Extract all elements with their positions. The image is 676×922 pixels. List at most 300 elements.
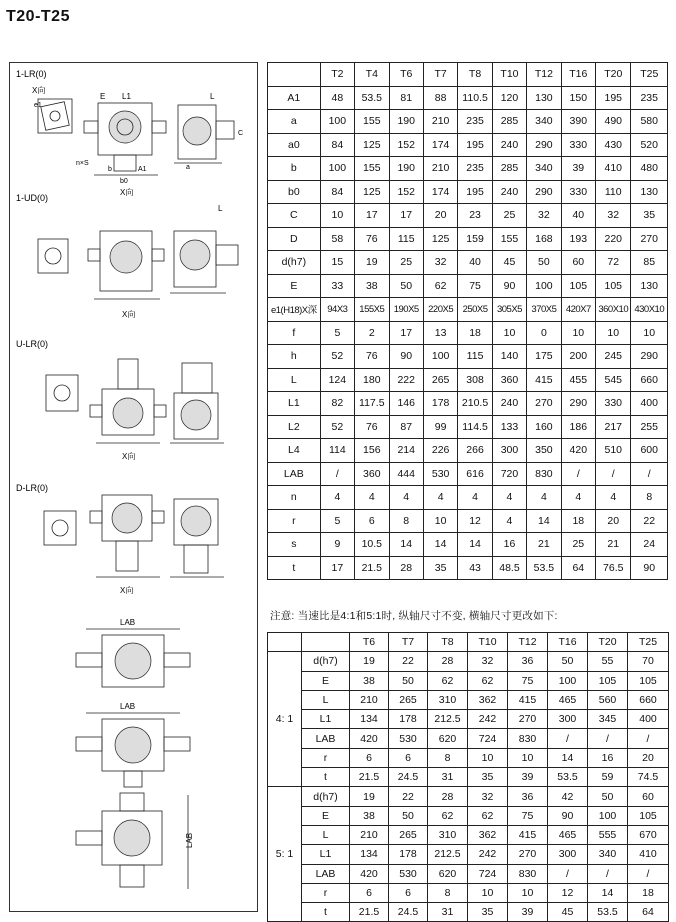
table-cell: 48.5 <box>492 556 526 580</box>
table-cell: 58 <box>320 227 354 251</box>
table-cell: 72 <box>596 251 631 275</box>
table-cell: 42 <box>548 787 588 806</box>
table-cell: 125 <box>355 133 389 157</box>
table-cell: 28 <box>428 787 468 806</box>
table-row <box>268 439 668 463</box>
table-cell: 155 <box>355 157 389 181</box>
header-cell: T20 <box>588 633 628 652</box>
table-cell: 330 <box>561 180 595 204</box>
table-row <box>268 86 668 110</box>
table-cell: 100 <box>320 110 354 134</box>
table-cell: 50 <box>588 787 628 806</box>
header-cell: T8 <box>428 633 468 652</box>
table-cell: 18 <box>628 883 669 902</box>
header-cell: T7 <box>423 63 457 87</box>
table-cell: 270 <box>508 710 548 729</box>
table-cell: 105 <box>628 806 669 825</box>
table-row <box>268 133 668 157</box>
table-cell: 235 <box>458 157 492 181</box>
table-row <box>268 845 669 864</box>
table-cell: 85 <box>631 251 668 275</box>
table-cell: 410 <box>628 845 669 864</box>
ratio-dimension-table <box>267 632 669 922</box>
table-cell: 217 <box>596 415 631 439</box>
table-cell: 82 <box>320 392 354 416</box>
table-cell: 360X10 <box>596 298 631 322</box>
table-cell: 152 <box>389 180 423 204</box>
table-cell: 76 <box>355 227 389 251</box>
table-cell: 420 <box>350 864 389 883</box>
table-cell: 114.5 <box>458 415 492 439</box>
table-cell: 140 <box>492 345 526 369</box>
table-cell: 15 <box>320 251 354 275</box>
table-cell: 195 <box>458 133 492 157</box>
table-cell: 21 <box>527 533 561 557</box>
table-cell: 14 <box>389 533 423 557</box>
table-cell: 55 <box>588 652 628 671</box>
table-cell: 100 <box>423 345 457 369</box>
e-mark: E <box>100 92 106 101</box>
table-row <box>268 903 669 922</box>
table-cell: 255 <box>631 415 668 439</box>
table-cell: 33 <box>320 274 354 298</box>
row-label: D <box>268 227 321 251</box>
table-cell: 105 <box>561 274 595 298</box>
table-cell: 75 <box>508 806 548 825</box>
table-row <box>268 392 668 416</box>
table-cell: 0 <box>527 321 561 345</box>
table-row <box>268 157 668 181</box>
table-cell: 370X5 <box>527 298 561 322</box>
table-cell: 87 <box>389 415 423 439</box>
table-row <box>268 204 668 228</box>
table-cell: 178 <box>389 845 428 864</box>
ratio-table-header-row <box>268 633 669 652</box>
table-cell: 159 <box>458 227 492 251</box>
table-cell: 724 <box>468 729 508 748</box>
assembly-view-lab-2 <box>76 702 190 787</box>
table-cell: 21.5 <box>355 556 389 580</box>
table-cell: 40 <box>561 204 595 228</box>
table-cell: 21.5 <box>350 903 389 922</box>
table-cell: 16 <box>492 533 526 557</box>
row-label: LAB <box>302 864 350 883</box>
table-cell: 305X5 <box>492 298 526 322</box>
table-cell: 400 <box>631 392 668 416</box>
a-mark: a <box>186 164 190 171</box>
row-label: f <box>268 321 321 345</box>
table-cell: 155 <box>355 110 389 134</box>
table-cell: 5 <box>320 321 354 345</box>
table-cell: 420 <box>561 439 595 463</box>
table-cell: 28 <box>389 556 423 580</box>
table-cell: 114 <box>320 439 354 463</box>
table-cell: 580 <box>631 110 668 134</box>
table-cell: 8 <box>428 883 468 902</box>
drawing-label-u-lr: U-LR(0) <box>16 339 49 349</box>
table-row <box>268 274 668 298</box>
table-row <box>268 671 669 690</box>
row-label: LAB <box>302 729 350 748</box>
lab-mark-1: LAB <box>120 618 136 627</box>
table-cell: 212.5 <box>428 710 468 729</box>
lab-mark-3: LAB <box>185 832 194 848</box>
table-cell: 64 <box>561 556 595 580</box>
ratio-label: 4: 1 <box>268 652 302 787</box>
table-cell: 62 <box>468 806 508 825</box>
table-row <box>268 690 669 709</box>
table-cell: 510 <box>596 439 631 463</box>
table-cell: 24.5 <box>389 768 428 787</box>
table-cell: 545 <box>596 368 631 392</box>
table-cell: 22 <box>389 652 428 671</box>
table-cell: 50 <box>389 274 423 298</box>
table-cell: 285 <box>492 157 526 181</box>
table-cell: 16 <box>588 748 628 767</box>
table-cell: 265 <box>389 690 428 709</box>
row-label: e1(H18)X深 <box>268 298 321 322</box>
table-cell: 70 <box>628 652 669 671</box>
table-cell: 14 <box>423 533 457 557</box>
table-cell: 62 <box>423 274 457 298</box>
table-row <box>268 710 669 729</box>
table-cell: 180 <box>355 368 389 392</box>
table-cell: 8 <box>389 509 423 533</box>
table-cell: 120 <box>492 86 526 110</box>
row-label: n <box>268 486 321 510</box>
table-cell: 17 <box>389 204 423 228</box>
table-cell: 235 <box>458 110 492 134</box>
x-dir-mark-5: X向 <box>120 586 134 595</box>
table-cell: 14 <box>588 883 628 902</box>
table-cell: 100 <box>527 274 561 298</box>
table-cell: 265 <box>389 825 428 844</box>
table-cell: 4 <box>423 486 457 510</box>
table-cell: 125 <box>423 227 457 251</box>
table-cell: 64 <box>628 903 669 922</box>
table-cell: 340 <box>527 110 561 134</box>
table-cell: 38 <box>355 274 389 298</box>
table-cell: 14 <box>458 533 492 557</box>
table-cell: 330 <box>561 133 595 157</box>
lab-mark-2: LAB <box>120 702 136 711</box>
table-cell: 8 <box>631 486 668 510</box>
table-cell: 830 <box>527 462 561 486</box>
table-cell: 670 <box>628 825 669 844</box>
table-cell: / <box>596 462 631 486</box>
table-cell: 76 <box>355 345 389 369</box>
header-cell: T10 <box>468 633 508 652</box>
table-cell: 530 <box>389 864 428 883</box>
header-cell: T16 <box>561 63 595 87</box>
table-cell: 62 <box>428 671 468 690</box>
table-cell: 62 <box>428 806 468 825</box>
x-dir-mark-3: X向 <box>122 310 136 319</box>
table-cell: 266 <box>458 439 492 463</box>
table-row <box>268 345 668 369</box>
table-header-row <box>268 63 668 87</box>
table-cell: 88 <box>423 86 457 110</box>
table-cell: 174 <box>423 180 457 204</box>
nxs-mark: n×S <box>76 160 89 167</box>
table-cell: 285 <box>492 110 526 134</box>
table-cell: 117.5 <box>355 392 389 416</box>
table-cell: 830 <box>508 864 548 883</box>
table-cell: 270 <box>631 227 668 251</box>
table-cell: 53.5 <box>355 86 389 110</box>
drawing-label-1-ud: 1-UD(0) <box>16 193 49 203</box>
table-cell: 430X10 <box>631 298 668 322</box>
header-cell: T12 <box>527 63 561 87</box>
table-cell: 17 <box>355 204 389 228</box>
table-cell: 9 <box>320 533 354 557</box>
e1-mark: e1 <box>34 102 42 109</box>
table-cell: 32 <box>423 251 457 275</box>
row-label: d(h7) <box>302 652 350 671</box>
table-cell: 10 <box>596 321 631 345</box>
table-cell: 168 <box>527 227 561 251</box>
table-cell: 43 <box>458 556 492 580</box>
header-cell: T6 <box>389 63 423 87</box>
table-cell: / <box>561 462 595 486</box>
table-row <box>268 729 669 748</box>
row-label: LAB <box>268 462 321 486</box>
gearbox-side-view-4 <box>170 499 224 577</box>
table-cell: 270 <box>508 845 548 864</box>
header-cell: T4 <box>355 63 389 87</box>
table-cell: 200 <box>561 345 595 369</box>
table-cell: 12 <box>458 509 492 533</box>
table-cell: 190 <box>389 110 423 134</box>
table-cell: 430 <box>596 133 631 157</box>
table-cell: 720 <box>492 462 526 486</box>
table-row <box>268 652 669 671</box>
table-cell: 265 <box>423 368 457 392</box>
a1-mark: A1 <box>138 166 147 173</box>
table-cell: 110 <box>596 180 631 204</box>
table-cell: 4 <box>596 486 631 510</box>
table-cell: 362 <box>468 690 508 709</box>
table-cell: 415 <box>508 690 548 709</box>
table-row <box>268 806 669 825</box>
table-cell: 10 <box>423 509 457 533</box>
table-row <box>268 748 669 767</box>
table-cell: 21.5 <box>350 768 389 787</box>
table-cell: 19 <box>355 251 389 275</box>
table-cell: 18 <box>458 321 492 345</box>
table-cell: 94X3 <box>320 298 354 322</box>
table-row <box>268 368 668 392</box>
table-cell: 455 <box>561 368 595 392</box>
row-label: L <box>302 825 350 844</box>
table-cell: 84 <box>320 133 354 157</box>
table-cell: 620 <box>428 729 468 748</box>
table-cell: 226 <box>423 439 457 463</box>
table-cell: 60 <box>628 787 669 806</box>
row-label: L1 <box>302 710 350 729</box>
table-cell: 133 <box>492 415 526 439</box>
table-cell: 190 <box>389 157 423 181</box>
table-cell: 53.5 <box>548 768 588 787</box>
table-cell: 38 <box>350 671 389 690</box>
table-cell: 134 <box>350 710 389 729</box>
table-cell: 24.5 <box>389 903 428 922</box>
gearbox-side-view-1 <box>174 92 243 171</box>
table-cell: 53.5 <box>527 556 561 580</box>
table-cell: 10 <box>468 748 508 767</box>
table-cell: 245 <box>596 345 631 369</box>
gearbox-front-view-4 <box>90 495 164 595</box>
table-cell: 6 <box>389 748 428 767</box>
table-cell: 6 <box>355 509 389 533</box>
table-cell: 310 <box>428 825 468 844</box>
table-row <box>268 486 668 510</box>
table-cell: 4 <box>320 486 354 510</box>
table-cell: 290 <box>527 133 561 157</box>
table-cell: 10 <box>561 321 595 345</box>
b0-mark: b0 <box>120 178 128 185</box>
table-cell: 10 <box>631 321 668 345</box>
row-label: A1 <box>268 86 321 110</box>
table-cell: 115 <box>458 345 492 369</box>
table-cell: 6 <box>389 883 428 902</box>
drawing-label-d-lr: D-LR(0) <box>16 483 49 493</box>
table-cell: 242 <box>468 845 508 864</box>
row-label: h <box>268 345 321 369</box>
gearbox-side-view-2 <box>170 204 238 293</box>
table-cell: 150 <box>561 86 595 110</box>
table-cell: 35 <box>468 768 508 787</box>
flange-view-small-1 <box>34 99 72 133</box>
assembly-view-lab-3 <box>76 793 194 889</box>
table-cell: 10 <box>508 883 548 902</box>
gearbox-side-view-3 <box>170 363 224 443</box>
table-cell: 6 <box>350 748 389 767</box>
table-cell: 362 <box>468 825 508 844</box>
table-cell: 210.5 <box>458 392 492 416</box>
table-cell: 155 <box>492 227 526 251</box>
table-cell: 10 <box>508 748 548 767</box>
table-cell: 300 <box>492 439 526 463</box>
table-cell: 345 <box>588 710 628 729</box>
table-cell: 214 <box>389 439 423 463</box>
row-label: b0 <box>268 180 321 204</box>
table-cell: 19 <box>350 787 389 806</box>
ratio-label: 5: 1 <box>268 787 302 922</box>
table-cell: 31 <box>428 768 468 787</box>
table-row <box>268 180 668 204</box>
l1-mark: L1 <box>122 92 131 101</box>
table-cell: 32 <box>468 652 508 671</box>
table-cell: 5 <box>320 509 354 533</box>
x-dir-mark: X向 <box>32 86 46 95</box>
table-cell: 186 <box>561 415 595 439</box>
table-cell: 830 <box>508 729 548 748</box>
table-cell: 400 <box>628 710 669 729</box>
table-cell: 220X5 <box>423 298 457 322</box>
row-label: b <box>268 157 321 181</box>
table-cell: 210 <box>350 825 389 844</box>
table-cell: 90 <box>548 806 588 825</box>
x-dir-mark-2: X向 <box>120 188 134 197</box>
table-cell: 660 <box>631 368 668 392</box>
table-cell: 6 <box>350 883 389 902</box>
table-cell: 10 <box>468 883 508 902</box>
table-cell: 210 <box>350 690 389 709</box>
row-label: d(h7) <box>302 787 350 806</box>
table-cell: 76 <box>355 415 389 439</box>
row-label: L <box>302 690 350 709</box>
row-label: L4 <box>268 439 321 463</box>
table-cell: / <box>631 462 668 486</box>
drawing-label-1-lr: 1-LR(0) <box>16 69 47 79</box>
table-cell: 45 <box>548 903 588 922</box>
table-cell: 390 <box>561 110 595 134</box>
table-cell: 616 <box>458 462 492 486</box>
header-cell: T7 <box>389 633 428 652</box>
table-cell: 20 <box>423 204 457 228</box>
row-label: E <box>302 806 350 825</box>
table-cell: 4 <box>458 486 492 510</box>
table-cell: 105 <box>596 274 631 298</box>
table-cell: 32 <box>468 787 508 806</box>
flange-view-small-4 <box>44 511 76 545</box>
table-row <box>268 768 669 787</box>
header-cell: T16 <box>548 633 588 652</box>
table-cell: 50 <box>389 671 428 690</box>
table-cell: 350 <box>527 439 561 463</box>
table-cell: 50 <box>548 652 588 671</box>
table-cell: 360 <box>355 462 389 486</box>
gearbox-front-view-2 <box>88 231 164 319</box>
table-cell: 59 <box>588 768 628 787</box>
table-cell: 190X5 <box>389 298 423 322</box>
table-cell: 620 <box>428 864 468 883</box>
header-cell: T10 <box>492 63 526 87</box>
gearbox-front-view-1 <box>76 92 166 197</box>
table-cell: 530 <box>389 729 428 748</box>
table-cell: 4 <box>527 486 561 510</box>
table-cell: 4 <box>389 486 423 510</box>
table-cell: 160 <box>527 415 561 439</box>
table-cell: / <box>588 864 628 883</box>
table-cell: 21 <box>596 533 631 557</box>
header-cell: T8 <box>458 63 492 87</box>
header-cell <box>268 633 302 652</box>
table-cell: 212.5 <box>428 845 468 864</box>
dimension-table <box>267 62 668 580</box>
table-cell: 100 <box>320 157 354 181</box>
table-cell: 235 <box>631 86 668 110</box>
table-row <box>268 533 668 557</box>
table-row <box>268 321 668 345</box>
table-cell: 84 <box>320 180 354 204</box>
table-cell: 195 <box>458 180 492 204</box>
table-cell: 178 <box>423 392 457 416</box>
header-cell: T20 <box>596 63 631 87</box>
table-cell: 105 <box>588 671 628 690</box>
table-cell: 340 <box>588 845 628 864</box>
table-cell: 74.5 <box>628 768 669 787</box>
c-mark: C <box>238 130 244 137</box>
table-cell: 12 <box>548 883 588 902</box>
row-label: t <box>268 556 321 580</box>
page-title: T20-T25 <box>6 8 70 25</box>
gearbox-front-view-3 <box>90 359 166 461</box>
table-cell: 50 <box>527 251 561 275</box>
table-cell: 290 <box>631 345 668 369</box>
table-cell: 530 <box>423 462 457 486</box>
